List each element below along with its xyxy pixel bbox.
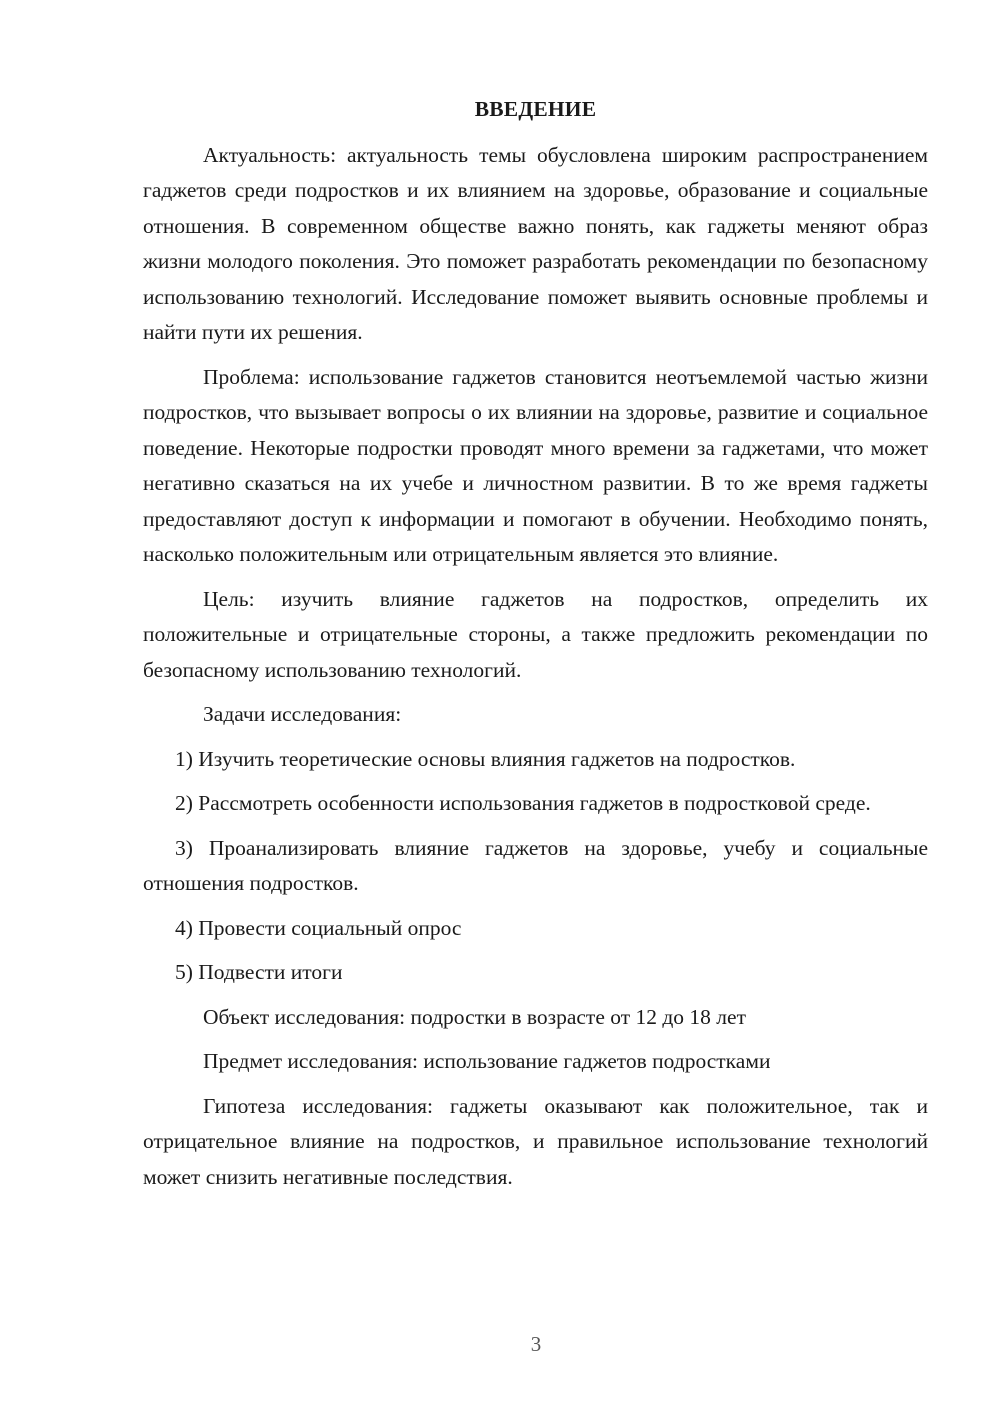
hypothesis-paragraph: Гипотеза исследования: гаджеты оказывают как положительное, так и отрицательное влияние на подростков, и правильное использование технологий может снизить негативные последствия.	[143, 1093, 928, 1189]
task-item-4: 4) Провести социальный опрос	[175, 915, 462, 940]
research-subject-paragraph: Предмет исследования: использование гаджетов подростками	[203, 1049, 771, 1073]
problem-paragraph: Проблема: использование гаджетов становится неотъемлемой частью жизни подростков, что вызывает вопросы о их влиянии на здоровье, развитие и социальное поведение. Некоторые подростки проводят много времени за гаджетами, что может негативно сказаться на их учебе и личностном развитии. В то же время гаджеты предоставляют доступ к информации и помогают в обучении. Необходимо понять, насколько положительным или отрицательным является это влияние.	[143, 364, 928, 566]
task-item-1: 1) Изучить теоретические основы влияния гаджетов на подростков.	[175, 746, 796, 771]
task-item-3: 3) Проанализировать влияние гаджетов на здоровье, учебу и социальные отношения подростков.	[143, 835, 928, 895]
page-number: 3	[530, 1332, 542, 1356]
document-body	[143, 92, 928, 1204]
task-item-5: 5) Подвести итоги	[175, 960, 343, 984]
page-title: ВВЕДЕНИЕ	[474, 97, 597, 121]
tasks-title: Задачи исследования:	[203, 702, 402, 726]
research-object-paragraph: Объект исследования: подростки в возрасте от 12 до 18 лет	[203, 1004, 746, 1029]
goal-paragraph: Цель: изучить влияние гаджетов на подростков, определить их положительные и отрицательные стороны, а также предложить рекомендации по безопасному использованию технологий.	[143, 586, 928, 682]
task-item-2: 2) Рассмотреть особенности использования гаджетов в подростковой среде.	[175, 791, 871, 815]
relevance-paragraph: Актуальность: актуальность темы обусловлена широким распространением гаджетов среди подростков и их влиянием на здоровье, образование и социальные отношения. В современном обществе важно понять, как гаджеты меняют образ жизни молодого поколения. Это поможет разработать рекомендации по безопасному использованию технологий. Исследование поможет выявить основные проблемы и найти пути их решения.	[143, 142, 928, 344]
